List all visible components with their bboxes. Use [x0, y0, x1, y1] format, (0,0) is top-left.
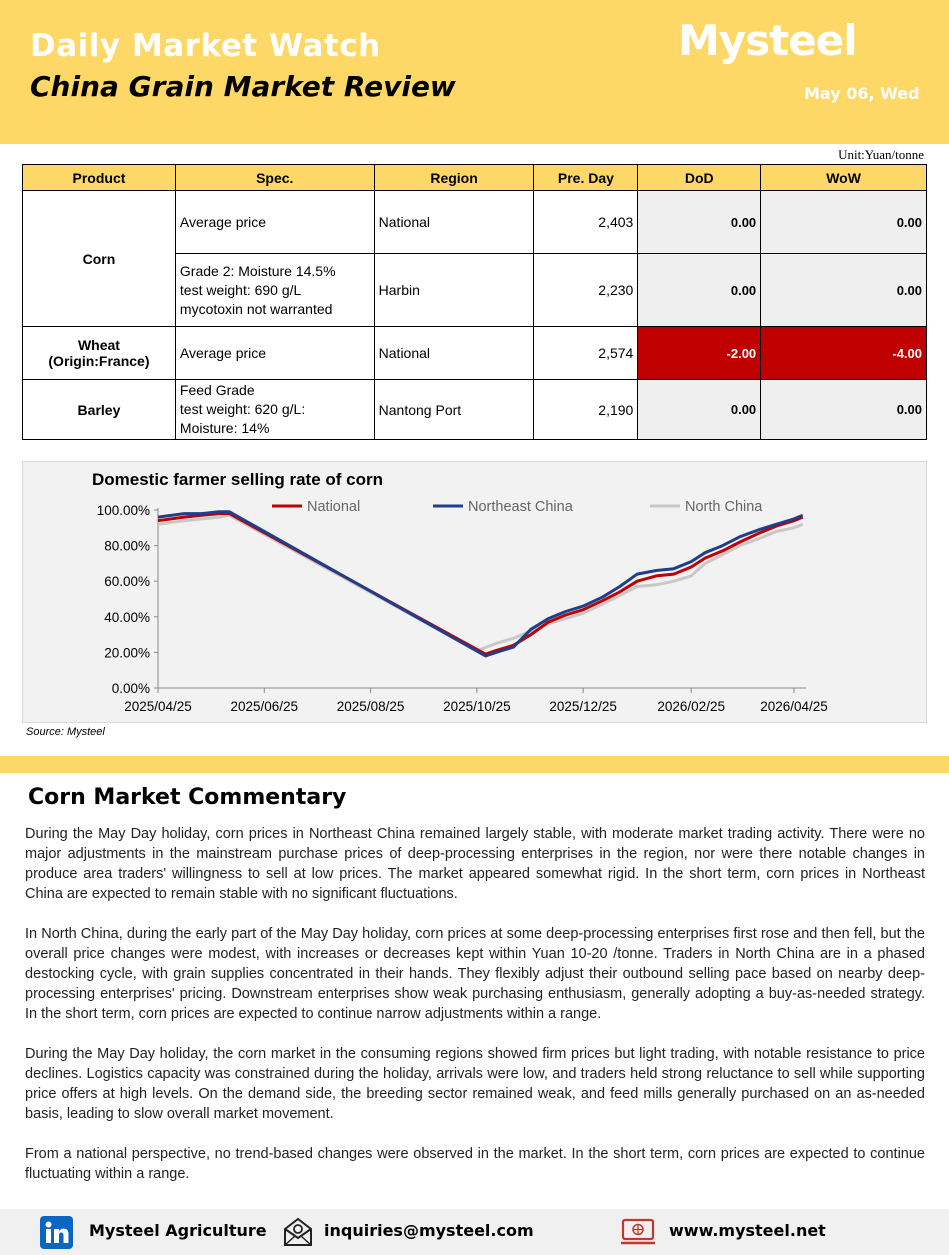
- series-line-northeast-china: [158, 512, 803, 656]
- spec-line: test weight: 690 g/L: [179, 281, 302, 298]
- report-date: May 06, Wed: [804, 84, 920, 103]
- y-tick-label: 100.00%: [96, 503, 150, 518]
- spec-line: Grade 2: Moisture 14.5%: [179, 262, 336, 279]
- y-tick-label: 40.00%: [104, 609, 150, 625]
- col-header-dod: DoD: [638, 165, 761, 191]
- y-tick-label: 80.00%: [104, 538, 150, 554]
- legend-label: North China: [685, 499, 763, 515]
- website-link[interactable]: www.mysteel.net: [669, 1221, 826, 1240]
- legend-label: National: [307, 499, 361, 515]
- x-tick-label: 2026/04/25: [760, 699, 828, 714]
- x-tick-label: 2025/10/25: [443, 699, 511, 714]
- y-tick-label: 0.00%: [111, 681, 150, 696]
- linkedin-link[interactable]: Mysteel Agriculture: [89, 1221, 267, 1240]
- email-link[interactable]: inquiries@mysteel.com: [324, 1221, 534, 1240]
- x-tick-label: 2025/06/25: [230, 699, 299, 714]
- wow-cell: -4.00: [761, 327, 927, 380]
- col-header-product: Product: [23, 165, 176, 191]
- region-cell: National: [374, 191, 534, 254]
- linkedin-icon[interactable]: [40, 1216, 73, 1254]
- legend-label: Northeast China: [468, 499, 573, 515]
- preday-cell: 2,574: [534, 327, 638, 380]
- unit-label: Unit:Yuan/tonne: [838, 147, 924, 162]
- section-divider: [0, 756, 949, 773]
- preday-cell: 2,403: [534, 191, 638, 254]
- dod-cell: -2.00: [638, 327, 761, 380]
- chart-title: Domestic farmer selling rate of corn: [92, 470, 383, 489]
- region-cell: National: [374, 327, 534, 380]
- commentary-paragraph-3: During the May Day holiday, the corn market in the consuming regions showed firm prices but light trading, with notable resistance to price declines. Logistics capacity was constrained during the holiday, arrivals were low, and traders held strong reluctance to sell while supporting price offers at high levels. On the demand side, the breeding sector remained weak, and feed mills generally purchased on an as-needed basis, leading to slow overall market movement.: [25, 1046, 925, 1122]
- spec-cell: Average price: [175, 191, 374, 254]
- product-name: Wheat: [77, 337, 120, 353]
- email-icon[interactable]: [282, 1216, 314, 1253]
- spec-cell: Average price: [175, 327, 374, 380]
- dod-cell: 0.00: [638, 191, 761, 254]
- spec-line: test weight: 620 g/L:: [179, 401, 306, 417]
- col-header-wow: WoW: [761, 165, 927, 191]
- spec-line: Moisture: 14%: [179, 420, 270, 436]
- product-cell: Barley: [23, 380, 176, 440]
- y-tick-label: 20.00%: [104, 645, 150, 661]
- dod-cell: 0.00: [638, 254, 761, 327]
- col-header-spec: Spec.: [175, 165, 374, 191]
- col-header-region: Region: [374, 165, 534, 191]
- spec-line: Feed Grade: [179, 382, 255, 398]
- footer: [0, 1209, 949, 1255]
- x-tick-label: 2026/02/25: [657, 699, 725, 714]
- commentary-paragraph-4: From a national perspective, no trend-based changes were observed in the market. In the short term, corn prices are expected to continue fluctuating within a range.: [25, 1146, 925, 1182]
- series-line-north-china: [158, 515, 803, 650]
- x-tick-label: 2025/12/25: [549, 699, 617, 714]
- commentary-paragraph-1: During the May Day holiday, corn prices in Northeast China remained largely stable, with moderate market trading activity. There were no major adjustments in the mainstream purchase prices of deep-processing enterprises in the region, nor were there notable changes in produce area traders' willingness to sell at low prices. The market appeared somewhat rigid. In the short term, corn prices in Northeast China are expected to remain stable with no significant fluctuations.: [25, 826, 925, 902]
- y-tick-label: 60.00%: [104, 574, 150, 590]
- commentary-paragraph-2: In North China, during the early part of the May Day holiday, corn prices at some deep-processing enterprises first rose and then fell, but the overall price changes were modest, with increases or decreases kept within Yuan 10-20 /tonne. Traders in North China are in a phased destocking cycle, with grain supplies concentrated in their hands. They flexibly adjust their outbound selling pace based on nearby deep-processing enterprises' pricing. Downstream enterprises show weak purchasing enthusiasm, generally adopting a buy-as-needed strategy. In the short term, corn prices are expected to continue narrow adjustments within a range.: [25, 926, 925, 1022]
- report-title: Daily Market Watch: [30, 28, 381, 64]
- product-cell: Corn: [23, 191, 176, 327]
- region-cell: Nantong Port: [374, 380, 534, 440]
- spec-line: mycotoxin not warranted: [179, 300, 333, 317]
- dod-cell: 0.00: [638, 380, 761, 440]
- preday-cell: 2,230: [534, 254, 638, 327]
- chart-source: Source: Mysteel: [26, 726, 105, 738]
- series-line-national: [158, 514, 803, 655]
- product-origin: (Origin:France): [48, 353, 150, 369]
- wow-cell: 0.00: [761, 380, 927, 440]
- wow-cell: 0.00: [761, 254, 927, 327]
- report-subtitle: China Grain Market Review: [30, 70, 456, 103]
- commentary-title: Corn Market Commentary: [28, 785, 347, 810]
- col-header-preday: Pre. Day: [534, 165, 638, 191]
- mysteel-logo: Mysteel: [678, 16, 857, 65]
- x-tick-label: 2025/04/25: [124, 699, 192, 714]
- preday-cell: 2,190: [534, 380, 638, 440]
- web-icon[interactable]: [620, 1218, 656, 1251]
- region-cell: Harbin: [374, 254, 534, 327]
- x-tick-label: 2025/08/25: [336, 699, 405, 714]
- wow-cell: 0.00: [761, 191, 927, 254]
